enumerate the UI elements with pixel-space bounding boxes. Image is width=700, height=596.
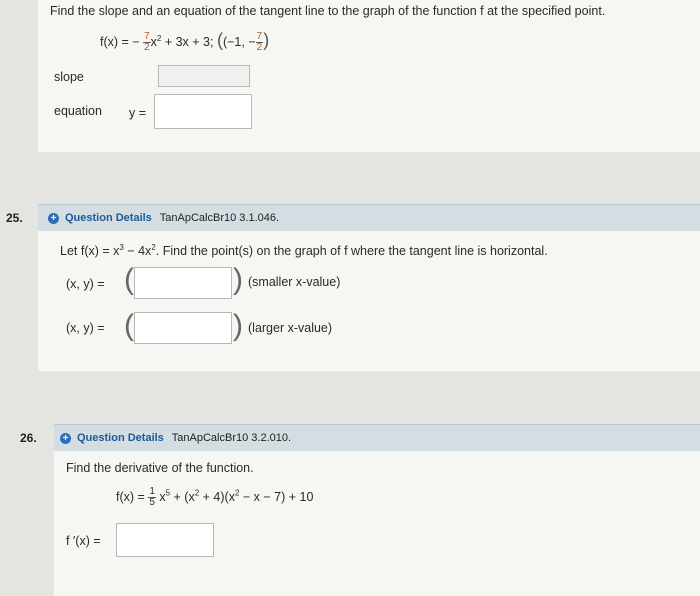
q25-details-link[interactable]: Question Details [65,212,152,224]
q25-prompt: Let $f(x) = x^3 - 4x^2$. Find the point(s) on the graph of f where the tangent line is horizontal. [60,243,548,259]
derivative-input[interactable] [116,523,214,557]
y-equals-label: y = [129,106,147,120]
question-24-panel [38,0,700,152]
q25-point-label-2: (x, y) = [66,321,105,335]
expand-icon[interactable]: + [48,213,59,224]
equation-input[interactable] [154,94,252,129]
q25-number: 25. [6,211,23,225]
derivative-label: f ′(x) = [66,534,101,548]
q25-point-label-1: (x, y) = [66,277,105,291]
question-26-panel [54,451,700,596]
slope-input[interactable] [158,65,250,87]
smaller-x-point-input[interactable] [134,267,232,299]
q24-function: f(x) = − $\frac{7}{2}$ $x^2 + 3x + 3$; ((−1, − $\frac{7}{2}$ ) [100,30,270,54]
q26-function: f(x) = $\frac{1}{5}$ $x^5 + (x^2 + 4)(x^2 - x - 7) + 10$ [116,486,314,508]
left-paren-1: ( [124,263,134,296]
q26-header [54,424,700,452]
q24-fraction: $\frac{7}{2}$ [144,31,150,54]
q24-point-fraction: $\frac{7}{2}$ [256,31,263,54]
q24-prompt: Find the slope and an equation of the tangent line to the graph of the function f at the specified point. [50,4,606,18]
q26-details-link[interactable]: Question Details [77,432,164,444]
right-paren-1: ) [233,263,243,296]
equation-label: equation [54,104,102,118]
q25-hint-1: (smaller x-value) [248,275,341,289]
left-paren-2: ( [124,309,134,342]
question-25-panel [38,231,700,371]
right-paren-2: ) [233,309,243,342]
q25-code: TanApCalcBr10 3.1.046. [159,212,280,224]
slope-label: slope [54,70,84,84]
q26-prompt: Find the derivative of the function. [66,461,254,475]
q25-hint-2: (larger x-value) [248,321,333,335]
q25-header [38,204,700,232]
expand-icon-2[interactable]: + [60,433,71,444]
q26-number: 26. [20,431,37,445]
larger-x-point-input[interactable] [134,312,232,344]
q26-code: TanApCalcBr10 3.2.010. [171,432,292,444]
q26-fraction: $\frac{1}{5}$ [149,486,155,508]
